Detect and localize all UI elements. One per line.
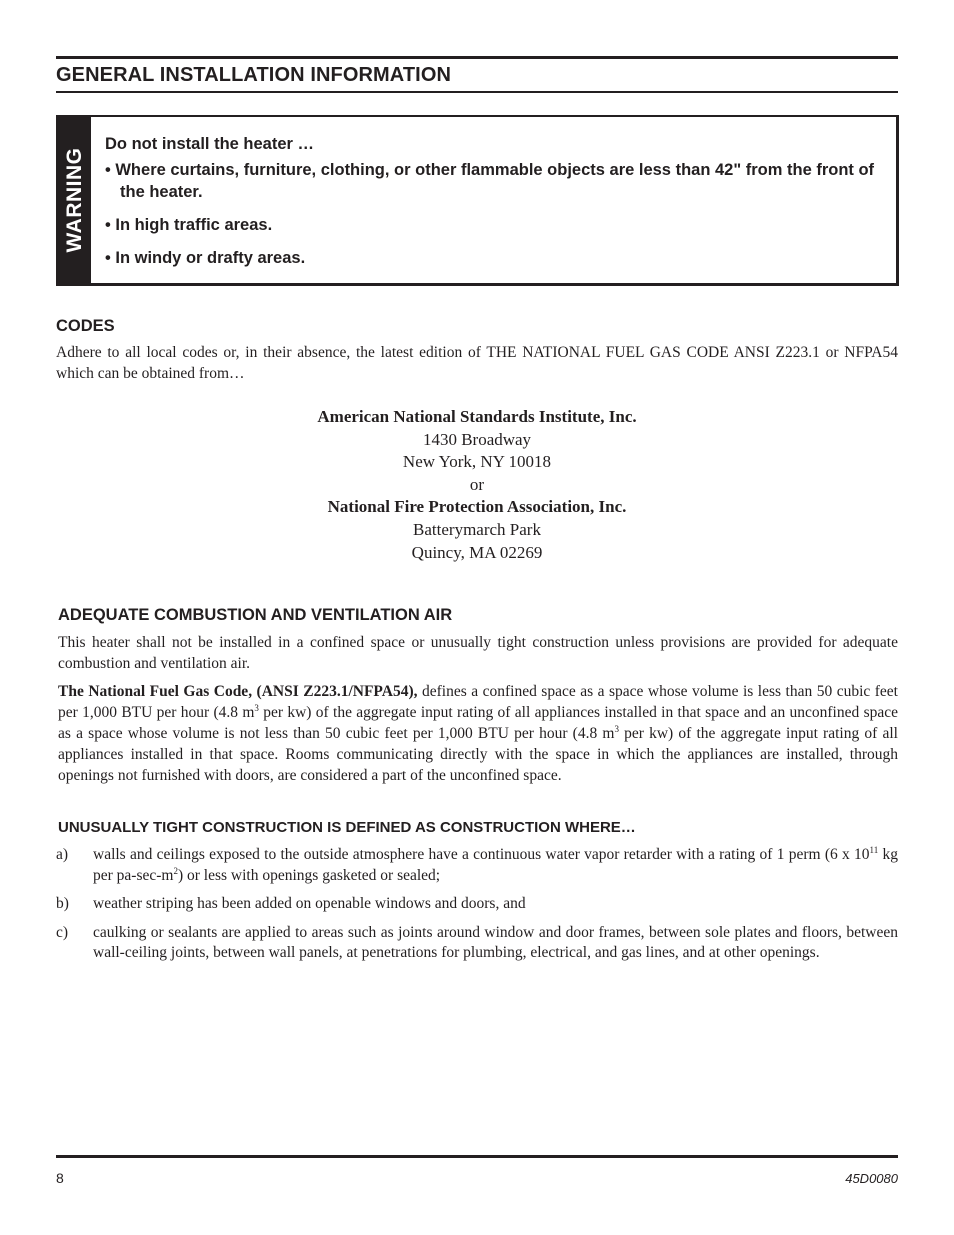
address-org2-city: Quincy, MA 02269 (411, 542, 543, 562)
list-text-a: walls and ceilings exposed to the outside atmosphere have a continuous water vapor retarder with a rating of 1 perm (6 x 10 (93, 846, 870, 863)
warning-bullet-flammable: • Where curtains, furniture, clothing, or other flammable objects are less than 42" from the front of the heater. (105, 161, 875, 201)
address-or: or (469, 474, 485, 494)
combustion-para1: This heater shall not be installed in a confined space or unusually tight construction unless provisions are provided for adequate combustion and ventilation air. (58, 634, 898, 672)
warning-box (56, 115, 899, 286)
list-item (56, 845, 898, 886)
superscript-3a: 3 (254, 703, 259, 713)
warning-label: WARNING (62, 147, 86, 253)
superscript-3b: 3 (614, 724, 619, 734)
tight-list (56, 845, 898, 972)
warning-content (105, 133, 876, 269)
list-text (93, 845, 898, 886)
superscript-11: 11 (869, 845, 879, 855)
title-underline (56, 91, 898, 93)
combustion-para2-c: per kw) of the aggregate input rating of all appliances installed in that space. Rooms communicating directly with the space in which the appliances are installed, through openings not furnished with doors, are considered a part of the unconfined space. (58, 725, 898, 784)
combustion-heading: ADEQUATE COMBUSTION AND VENTILATION AIR (58, 606, 453, 624)
list-text-b: kg per pa-sec-m (93, 846, 898, 884)
document-code: 45D0080 (845, 1171, 898, 1186)
warning-lead: Do not install the heater … (105, 135, 315, 153)
list-marker: b) (56, 895, 69, 912)
address-org1: American National Standards Institute, Inc. (317, 407, 637, 426)
warning-tab (58, 117, 91, 283)
page-number: 8 (56, 1170, 64, 1186)
address-org1-city: New York, NY 10018 (402, 452, 552, 472)
list-text: weather striping has been added on openable windows and doors, and (93, 895, 526, 912)
codes-body: Adhere to all local codes or, in their absence, the latest edition of THE NATIONAL FUEL GAS CODE ANSI Z223.1 or NFPA54 which can be obtained from… (56, 344, 898, 382)
codes-heading: CODES (56, 317, 115, 335)
footer-rule (56, 1155, 898, 1158)
warning-bullet-traffic: • In high traffic areas. (105, 216, 273, 234)
warning-bullet-windy: • In windy or drafty areas. (105, 249, 306, 267)
page-title: GENERAL INSTALLATION INFORMATION (56, 64, 452, 86)
code-name-bold: The National Fuel Gas Code, (ANSI Z223.1/NFPA54), (58, 683, 418, 700)
address-org2-street: Batterymarch Park (413, 519, 541, 539)
address-org1-street: 1430 Broadway (422, 429, 532, 449)
list-text: caulking or sealants are applied to areas such as joints around window and door frames, between sole plates and floors, between wall-ceiling joints, between wall panels, at penetrations for plumbing, electrical, and gas lines, and at other openings. (93, 923, 898, 961)
list-text-c: ) or less with openings gasketed or sealed; (177, 866, 441, 884)
combustion-para2-b: per kw) of the aggregate input rating of all appliances installed in that space and an unconfined space as a space whose volume is not less than 50 cubic feet per 1,000 BTU per hour (4.8 m (58, 704, 898, 742)
superscript-2: 2 (173, 865, 178, 876)
address-block (56, 406, 898, 564)
list-item (56, 894, 898, 915)
list-marker: c) (56, 923, 69, 941)
combustion-para2 (58, 681, 898, 786)
address-org2: National Fire Protection Association, Inc. (327, 497, 627, 517)
combustion-para2-a: defines a confined space as a space whose volume is less than 50 cubic feet per 1,000 BTU per hour (4.8 m (58, 683, 898, 721)
tight-heading: UNUSUALLY TIGHT CONSTRUCTION IS DEFINED AS CONSTRUCTION WHERE… (58, 819, 636, 836)
list-item (56, 923, 898, 964)
list-marker: a) (56, 846, 69, 863)
top-rule (56, 56, 898, 59)
